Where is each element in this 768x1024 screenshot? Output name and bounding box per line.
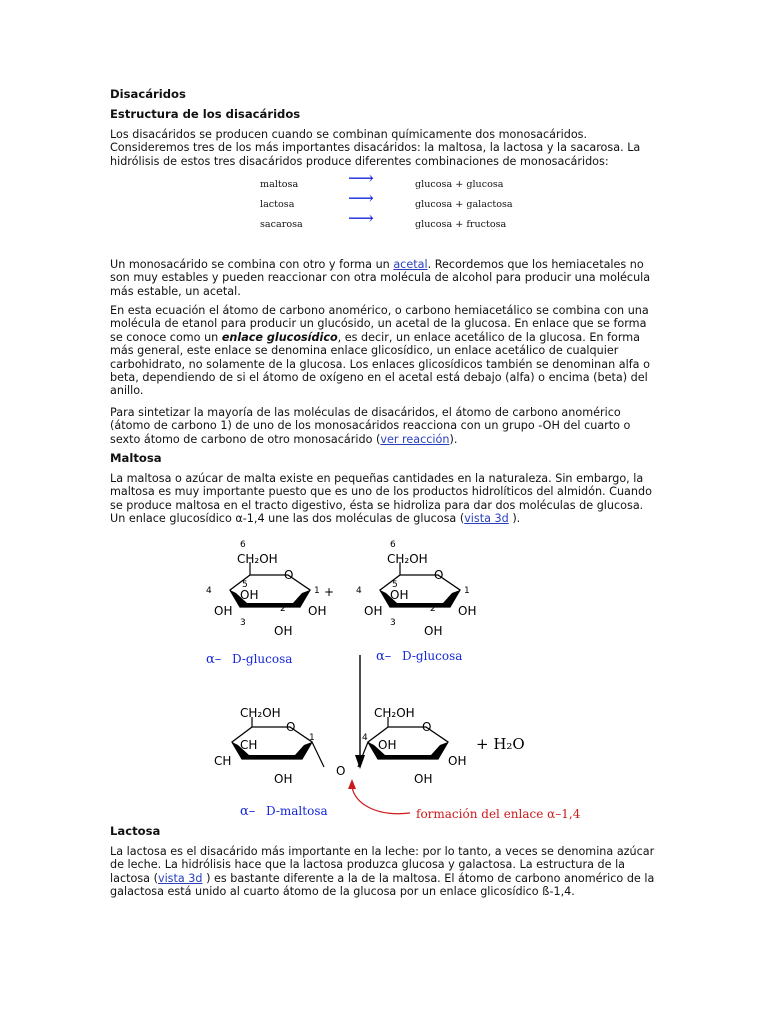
heading-maltosa: Maltosa [110,451,162,465]
ch2oh-label: CH₂OH [387,552,428,566]
d-glucosa-label: D-glucosa [232,652,293,666]
text: La lactosa es el disacárido más importante en la leche: por lo tanto, a veces se denomina azúcar de leche. La hidrólisis hace que la lactosa produzca glucosa y galactosa. La estructura de la lactosa ( [110,845,655,885]
carbon-number-3: 3 [240,618,246,628]
oh-label: OH [378,738,397,752]
ring-oxygen: O [422,720,432,734]
carbon-number-1: 1 [464,586,470,596]
water-label: + H₂O [476,735,525,753]
heading-estructura: Estructura de los disacáridos [110,107,301,121]
oh-label: OH [448,754,467,768]
text: Un monosacárido se combina con otro y forma un [110,258,394,271]
maltose-formation-diagram [200,535,640,825]
ch2oh-label: CH₂OH [237,552,278,566]
bond-annotation [348,779,581,821]
carbon-number-2: 2 [430,604,436,614]
text: ). [449,432,458,446]
carbon-number-2: 2 [280,604,286,614]
oh-label: OH [364,604,383,618]
maltose-molecule [214,706,525,819]
carbon-number-4: 4 [356,586,362,596]
text: ). [508,512,521,526]
link-acetal[interactable]: acetal [393,258,428,271]
reaction-row-maltosa [110,168,662,194]
paragraph-lactosa [110,845,662,899]
plus-sign: + [324,585,335,599]
text: En esta ecuación el átomo de carbono anomérico, o carbono hemiacetálico se combina con una molécula de etanol para producir un glucósido, un acetal de la glucosa. En enlace que se forma se conoce como un [110,304,649,344]
oh-label: OH [240,588,259,602]
carbon-number-4: 4 [362,733,368,743]
reaction-left: maltosa [260,179,299,190]
text: Para sintetizar la mayoría de las moléculas de disacáridos, el átomo de carbono anomérico (átomo de carbono 1) de uno de los monosacáridos reacciona con un grupo -OH del cuarto o sexto átomo de carbono de otro monosacárido ( [110,406,631,446]
carbon-number-3: 3 [390,618,396,628]
heading-lactosa: Lactosa [110,824,161,838]
text: . Recordemos que los hemiacetales no son muy estables y pueden reaccionar con otra molécula de alcohol para producir una molécula más estable, un acetal. [110,258,651,298]
d-maltosa-label: D-maltosa [266,804,328,818]
oh-label: OH [424,624,443,638]
glycosidic-oxygen: O [336,764,346,778]
carbon-number-6: 6 [390,540,396,550]
reaction-row-lactosa [110,188,662,214]
reaction-left: lactosa [260,199,295,210]
text: , es decir, un enlace acetálico de la glucosa. En forma más general, este enlace se denomina enlace glicosídico, un enlace acetálico de cualquier carbohidrato, no solamente de la glucosa. Los enlaces glicosídicos también se denominan alfa o beta, dependiendo de si el átomo de oxígeno en el acetal está debajo (alfa) o encima (beta) del anillo. [110,330,650,398]
reaction-arrow-icon: ⟶ [348,188,374,209]
glucose-ring-2 [356,540,476,664]
bond-formation-label: formación del enlace α–1,4 [416,807,581,821]
link-vista-3d-lactosa[interactable]: vista 3d [157,871,203,885]
d-glucosa-label: D-glucosa [402,649,463,663]
ch-label: CH [214,754,232,768]
carbon-number-5: 5 [242,580,248,590]
text: La maltosa o azúcar de malta existe en pequeñas cantidades en la naturaleza. Sin embargo, la maltosa es muy importante puesto que es uno de los productos hidrolíticos del almidón. Cuando se produce maltosa en el tracto digestivo, ésta se hidroliza para dar dos moléculas de glucosa. Un enlace glucosídico α-1,4 une las dos moléculas de glucosa ( [110,472,652,526]
paragraph-intro: Los disacáridos se producen cuando se combinan químicamente dos monosacáridos. Consideremos tres de los más importantes disacáridos: la maltosa, la lactosa y la sacarosa. La hidrólisis de estos tres disacáridos produce diferentes combinaciones de monosacáridos: [110,128,641,168]
reaction-right: glucosa + galactosa [415,199,513,210]
reaction-right: glucosa + glucosa [415,179,504,190]
reaction-left: sacarosa [260,219,303,230]
ring-oxygen: O [284,568,294,582]
ch-label: CH [240,738,258,752]
carbon-number-1: 1 [314,586,320,596]
alpha-symbol: α– [240,804,256,819]
oh-label: OH [458,604,477,618]
emphasis-enlace: enlace glucosídico [221,330,338,344]
carbon-number-4: 4 [206,586,212,596]
carbon-number-5: 5 [392,580,398,590]
paragraph-sintesis [110,406,662,446]
reaction-arrow-icon: ⟶ [348,208,374,229]
reaction-arrow-icon: ⟶ [348,168,374,189]
alpha-symbol: α– [206,652,222,667]
text: ) es bastante diferente a la de la maltosa. El átomo de carbono anomérico de la galactosa está unido al cuarto átomo de la glucosa por un enlace glicosídico ß-1,4. [110,871,655,899]
oh-label: OH [414,772,433,786]
hydrolysis-table [110,168,662,235]
oh-label: OH [214,604,233,618]
carbon-number-1: 1 [309,733,315,743]
ring-oxygen: O [286,720,296,734]
link-vista-3d-maltosa[interactable]: vista 3d [464,512,509,526]
reaction-right: glucosa + fructosa [415,219,507,230]
paragraph-acetal [110,258,662,298]
reaction-row-sacarosa [110,208,662,234]
oh-label: OH [390,588,409,602]
oh-label: OH [274,772,293,786]
oh-label: OH [308,604,327,618]
carbon-number-6: 6 [240,540,246,550]
alpha-symbol: α– [376,649,392,664]
oh-label: OH [274,624,293,638]
glucose-ring-1 [206,540,334,667]
link-ver-reaccion[interactable]: ver reacción [380,432,450,446]
ch2oh-label: CH₂OH [240,706,281,720]
heading-disacaridos: Disacáridos [110,87,186,101]
ch2oh-label: CH₂OH [374,706,415,720]
ring-oxygen: O [434,568,444,582]
paragraph-glucosido [110,304,662,398]
paragraph-maltosa [110,472,662,526]
